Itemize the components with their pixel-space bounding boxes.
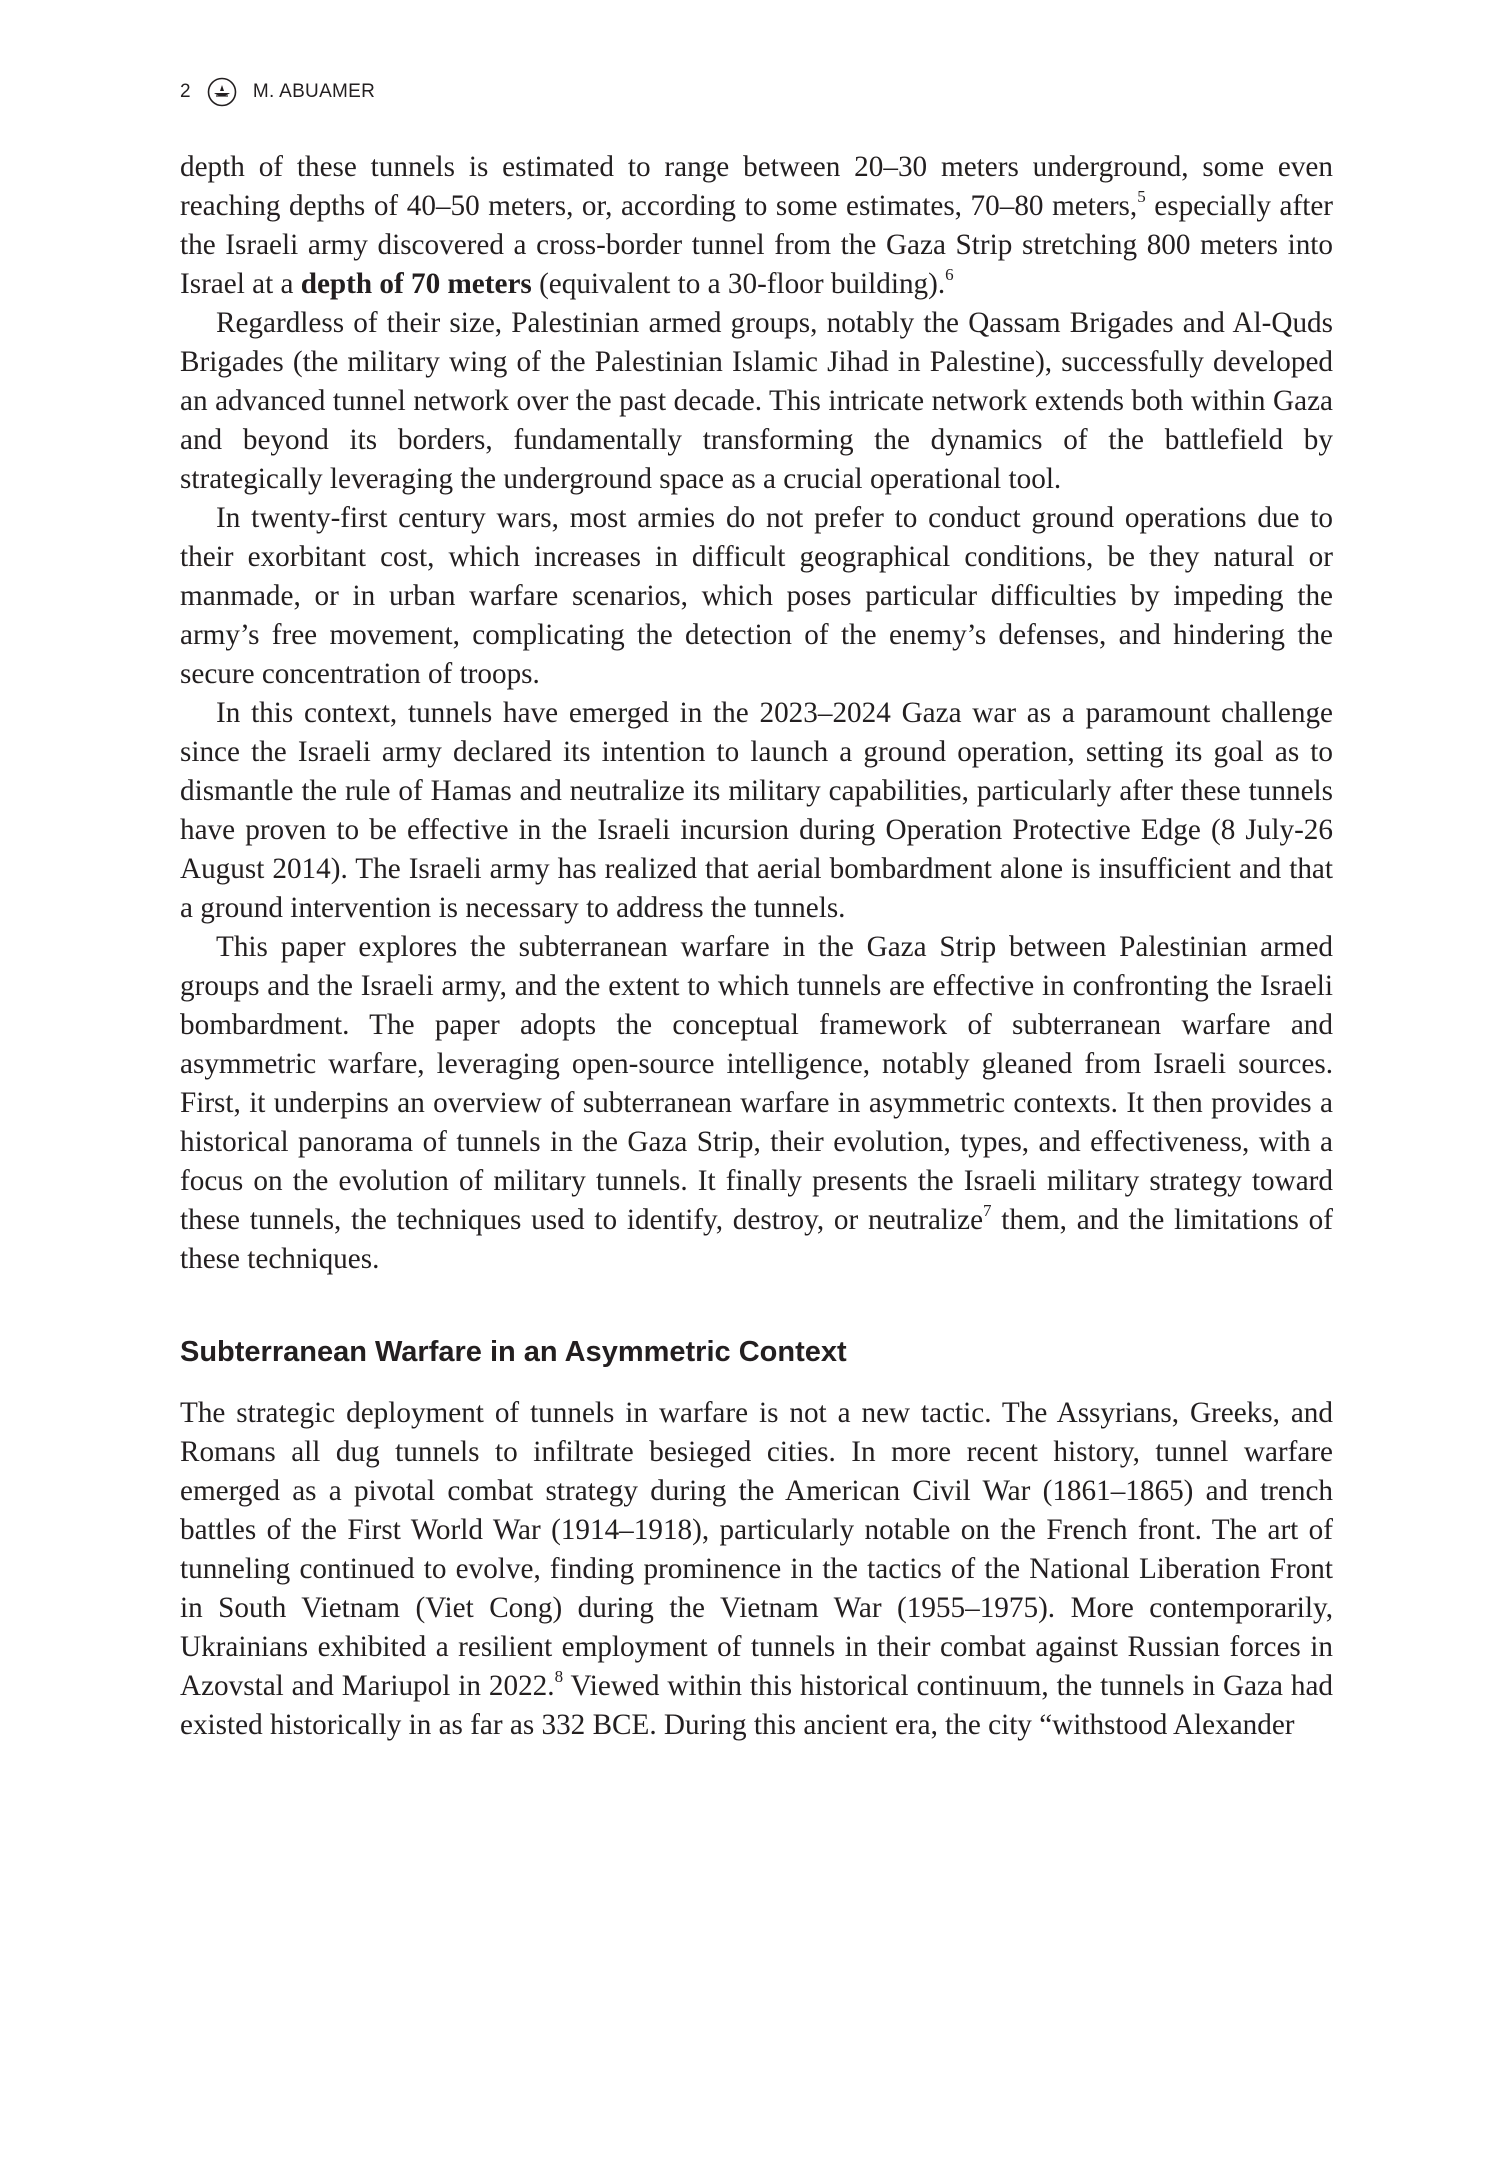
paragraph: The strategic deployment of tunnels in warfare is not a new tactic. The Assyrians, Greeks, and Romans all dug tunnels to infiltrate besieged cities. In more recent history, tunnel warfare emerged as a pivotal combat strategy during the American Civil War (1861–1865) and trench battles of the First World War (1914–1918), particularly notable on the French front. The art of tunneling continued to evolve, finding prominence in the tactics of the National Liberation Front in South Vietnam (Viet Cong) during the Vietnam War (1955–1975). More contemporarily, Ukrainians exhibited a resilient employment of tunnels in their combat against Russian forces in Azovstal and Mariupol in 2022.$^8$ Viewed within this historical continuum, the tunnels in Gaza had existed historically in as far as 332 BCE. During this ancient era, the city “withstood Alexander [180,1397,1333,1741]
section-heading: Subterranean Warfare in an Asymmetric Context [180,1336,847,1368]
paragraph: depth of these tunnels is estimated to range between 20–30 meters underground, some even reaching depths of 40–50 meters, or, according to some estimates, 70–80 meters,$^5$ especially after the Israeli army discovered a cross-border tunnel from the Gaza Strip stretching 800 meters into Israel at a depth of 70 meters (equivalent to a 30-floor building).$^6$ [180,151,1334,300]
article-body [180,148,1333,1745]
paragraph: Regardless of their size, Palestinian armed groups, notably the Qassam Brigades and Al-Quds Brigades (the military wing of the Palestinian Islamic Jihad in Palestine), successfully developed an advanced tunnel network over the past decade. This intricate network extends both within Gaza and beyond its borders, fundamentally transforming the dynamics of the battlefield by strategically leveraging the underground space as a crucial operational tool. [180,307,1333,495]
page-number: 2 [180,81,191,102]
footnote-ref[interactable]: 5 [1137,187,1146,207]
bold-emphasis: depth of 70 meters [300,268,532,300]
footnote-ref[interactable]: 8 [554,1667,564,1687]
running-head [180,76,375,108]
paragraph: In twenty-first century wars, most armies do not prefer to conduct ground operations due to their exorbitant cost, which increases in difficult geographical conditions, be they natural or manmade, or in urban warfare scenarios, which poses particular difficulties by impeding the army’s free movement, complicating the detection of the enemy’s defenses, and hindering the secure concentration of troops. [180,502,1333,690]
footnote-ref[interactable]: 6 [945,265,954,285]
journal-seal-icon [207,77,237,107]
paragraph: In this context, tunnels have emerged in the 2023–2024 Gaza war as a paramount challenge since the Israeli army declared its intention to launch a ground operation, setting its goal as to dismantle the rule of Hamas and neutralize its military capabilities, particularly after these tunnels have proven to be effective in the Israeli incursion during Operation Protective Edge (8 July-26 August 2014). The Israeli army has realized that aerial bombardment alone is insufficient and that a ground intervention is necessary to address the tunnels. [180,697,1333,924]
paragraph: This paper explores the subterranean warfare in the Gaza Strip between Palestinian armed groups and the Israeli army, and the extent to which tunnels are effective in confronting the Israeli bombardment. The paper adopts the conceptual framework of subterranean warfare and asymmetric warfare, leveraging open-source intelligence, notably gleaned from Israeli sources. First, it underpins an overview of subterranean warfare in asymmetric contexts. It then provides a historical panorama of tunnels in the Gaza Strip, their evolution, types, and effectiveness, with a focus on the evolution of military tunnels. It finally presents the Israeli military strategy toward these tunnels, the techniques used to identify, destroy, or neutralize$^7$ them, and the limitations of these techniques. [180,931,1333,1275]
footnote-ref[interactable]: 7 [983,1201,992,1221]
author-name: M. ABUAMER [252,81,376,102]
